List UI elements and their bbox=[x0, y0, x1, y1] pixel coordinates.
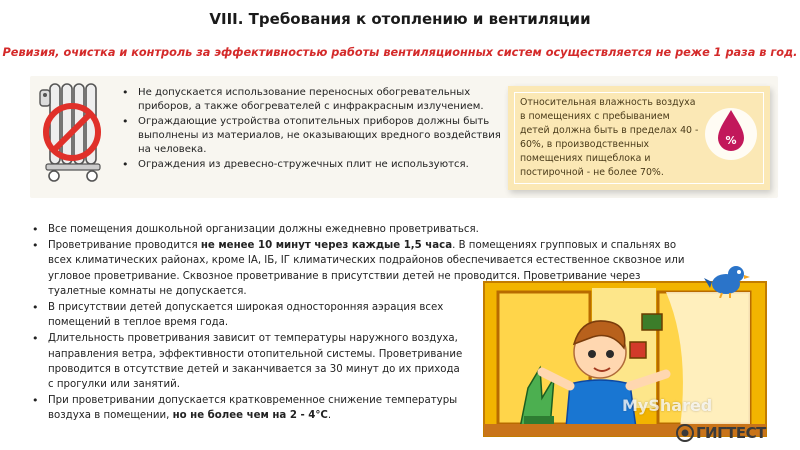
heating-rule-item: • Ограждающие устройства отопительных приборов должны быть выполнены из материалов, не оказывающих вредного воздействия на человека. bbox=[118, 115, 503, 157]
ventilation-rule-text: Длительность проветривания зависит от температуры наружного воздуха, направления ветра, эффективности отопительной системы. Проветривание проводится в отсутствие детей и заканчивается за 30 минут до их прихода с прогулки или занятий. bbox=[48, 333, 463, 391]
no-heater-icon bbox=[36, 78, 108, 186]
humidity-percent-label: % bbox=[725, 134, 737, 147]
brand-name: ГИГТЕСТ bbox=[696, 424, 766, 442]
ventilation-rule-item bbox=[28, 393, 468, 423]
humidity-drop-icon bbox=[704, 100, 758, 162]
ventilation-rule-text: В присутствии детей допускается широкая односторонняя аэрация всех помещений в теплое время года. bbox=[48, 302, 444, 329]
brand-logo bbox=[676, 424, 766, 442]
ventilation-rule-text: Проветривание проводится bbox=[48, 240, 201, 252]
ventilation-rule-emphasis: не менее 10 минут через каждые 1,5 часа bbox=[200, 240, 453, 252]
humidity-card bbox=[508, 86, 770, 190]
ventilation-rule-emphasis: но не более чем на 2 - 4°С bbox=[172, 410, 328, 422]
bird-illustration bbox=[704, 262, 750, 298]
ventilation-rule-text: . В помещениях групповых и спальнях во всех климатических районах, кроме IА, IБ, IГ климатических подрайонов обеспечивается естественное сквозное или угловое проветривание. Сквозное проветривание в присутствии детей не проводится. Проветривание через туалетные комнаты не допускается. bbox=[48, 240, 685, 297]
heating-rule-item: • Ограждения из древесно-стружечных плит не используются. bbox=[118, 158, 503, 172]
slide-subtitle: Ревизия, очистка и контроль за эффективностью работы вентиляционных систем осуществляется не реже 1 раза в год. bbox=[2, 46, 798, 59]
ventilation-rule-text: Все помещения дошкольной организации должны ежедневно проветриваться. bbox=[48, 224, 479, 235]
heating-rules-list bbox=[118, 86, 503, 173]
ventilation-rule-text: . bbox=[327, 410, 332, 422]
slide-title: VIII. Требования к отоплению и вентиляции bbox=[209, 10, 591, 28]
watermark: MyShared bbox=[622, 396, 713, 415]
gigtest-logo-icon bbox=[676, 424, 694, 442]
ventilation-rule-item bbox=[28, 331, 468, 392]
ventilation-rule-item bbox=[28, 300, 468, 330]
ventilation-rule-text: При проветривании допускается кратковременное снижение температуры воздуха в помещении, bbox=[48, 395, 458, 422]
humidity-note: Относительная влажность воздуха в помещениях с пребыванием детей должна быть в пределах 40 - 60%, в производственных помещениях пищеблока и постирочной - не более 70%. bbox=[520, 97, 699, 178]
ventilation-rule-item bbox=[28, 222, 700, 237]
heating-rule-item: • Не допускается использование переносных обогревательных приборов, а также обогревателей с инфракрасным излучением. bbox=[118, 86, 503, 114]
